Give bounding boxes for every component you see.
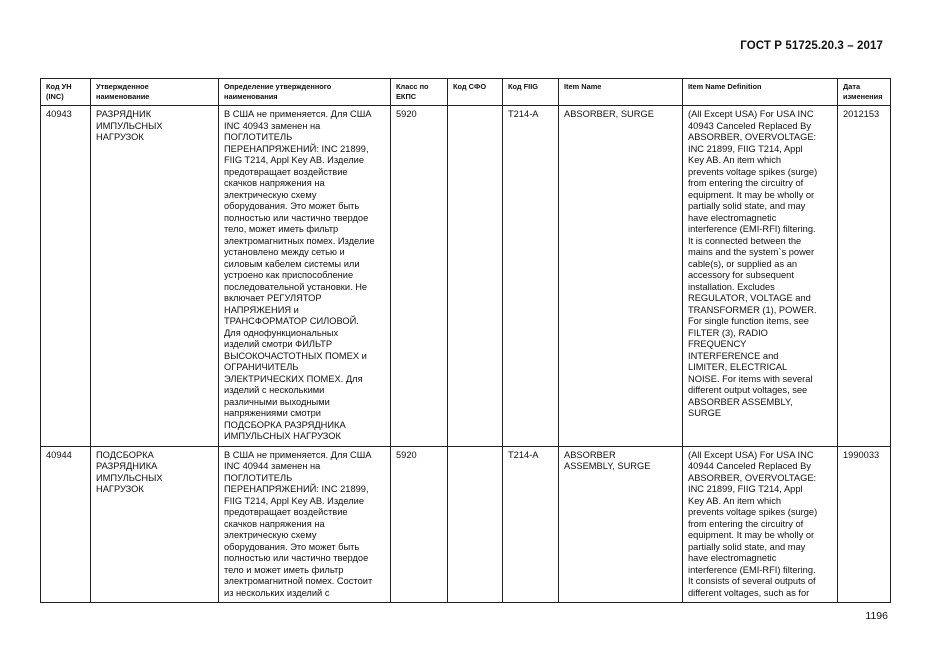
item-name-table bbox=[40, 78, 891, 603]
cell-definition-ru: В США не применяется. Для США INC 40943 заменен на ПОГЛОТИТЕЛЬ ПЕРЕНАПРЯЖЕНИЙ: INC 21899, FIIG T214, Appl Key AB. Изделие предотвращает воздействие скачков напряжения на электрическую схему оборудования. Это может быть полностью или частично твердое тело, может иметь фильтр электромагнитных помех. Изделие установлено между сетью и силовым кабелем системы или устроено как приспособление последовательной установки. Не включает РЕГУЛЯТОР НАПРЯЖЕНИЯ и ТРАНСФОРМАТОР СИЛОВОЙ. Для однофункциональных изделий смотри ФИЛЬТР ВЫСОКОЧАСТОТНЫХ ПОМЕХ и ОГРАНИЧИТЕЛЬ ЭЛЕКТРИЧЕСКИХ ПОМЕХ. Для изделий с несколькими различными выходными напряжениями смотри ПОДСБОРКА РАЗРЯДНИКА ИМПУЛЬСНЫХ НАГРУЗОК bbox=[219, 106, 391, 447]
cell-name-ru: РАЗРЯДНИК ИМПУЛЬСНЫХ НАГРУЗОК bbox=[91, 106, 219, 447]
column-header-change-date: Дата изменения bbox=[838, 79, 891, 106]
cell-item-definition: (All Except USA) For USA INC 40944 Canceled Replaced By ABSORBER, OVERVOLTAGE: INC 21899, FIIG T214, Appl Key AB. An item which prevents voltage spikes (surge) from entering the circuitry of equipment. It may be wholly or partially solid state, and may have electromagnetic interference (EMI-RFI) filtering. It consists of several outputs of different voltages, such as for bbox=[683, 446, 838, 603]
cell-change-date: 2012153 bbox=[838, 106, 891, 447]
column-header-name-ru: Утвержденное наименование bbox=[91, 79, 219, 106]
cell-change-date: 1990033 bbox=[838, 446, 891, 603]
cell-fiig-code: T214-A bbox=[503, 446, 559, 603]
table-row bbox=[41, 446, 891, 603]
column-header-inc: Код УН (INC) bbox=[41, 79, 91, 106]
cell-name-ru: ПОДСБОРКА РАЗРЯДНИКА ИМПУЛЬСНЫХ НАГРУЗОК bbox=[91, 446, 219, 603]
cell-inc: 40944 bbox=[41, 446, 91, 603]
cell-item-definition: (All Except USA) For USA INC 40943 Canceled Replaced By ABSORBER, OVERVOLTAGE: INC 21899, FIIG T214, Appl Key AB. An item which prevents voltage spikes (surge) from entering the circuitry of equipment. It may be wholly or partially solid state, and may have electromagnetic interference (EMI-RFI) filtering. It is connected between the mains and the system`s power cable(s), or supplied as an accessory for subsequent installation. Excludes REGULATOR, VOLTAGE and TRANSFORMER (1), POWER. For single function items, see FILTER (3), RADIO FREQUENCY INTERFERENCE and LIMITER, ELECTRICAL NOISE. For items with several different output voltages, see ABSORBER ASSEMBLY, SURGE bbox=[683, 106, 838, 447]
table-row bbox=[41, 106, 891, 447]
cell-ekps-class: 5920 bbox=[391, 106, 448, 447]
page-number: 1196 bbox=[865, 610, 888, 622]
column-header-fiig-code: Код FIIG bbox=[503, 79, 559, 106]
column-header-item-name: Item Name bbox=[559, 79, 683, 106]
cell-fiig-code: T214-A bbox=[503, 106, 559, 447]
cell-item-name: ABSORBER ASSEMBLY, SURGE bbox=[559, 446, 683, 603]
column-header-sfo-code: Код СФО bbox=[448, 79, 503, 106]
cell-definition-ru: В США не применяется. Для США INC 40944 заменен на ПОГЛОТИТЕЛЬ ПЕРЕНАПРЯЖЕНИЙ: INC 21899, FIIG T214, Appl Key AB. Изделие предотвращает воздействие скачков напряжения на электрическую схему оборудования. Это может быть полностью или частично твердое тело и может иметь фильтр электромагнитной помех. Состоит из нескольких изделий с bbox=[219, 446, 391, 603]
cell-inc: 40943 bbox=[41, 106, 91, 447]
column-header-ekps-class: Класс по ЕКПС bbox=[391, 79, 448, 106]
document-header: ГОСТ Р 51725.20.3 – 2017 bbox=[740, 40, 883, 52]
column-header-item-definition: Item Name Definition bbox=[683, 79, 838, 106]
cell-item-name: ABSORBER, SURGE bbox=[559, 106, 683, 447]
cell-sfo-code bbox=[448, 106, 503, 447]
table-header-row bbox=[41, 79, 891, 106]
column-header-definition-ru: Определение утвержденного наименования bbox=[219, 79, 391, 106]
cell-sfo-code bbox=[448, 446, 503, 603]
cell-ekps-class: 5920 bbox=[391, 446, 448, 603]
